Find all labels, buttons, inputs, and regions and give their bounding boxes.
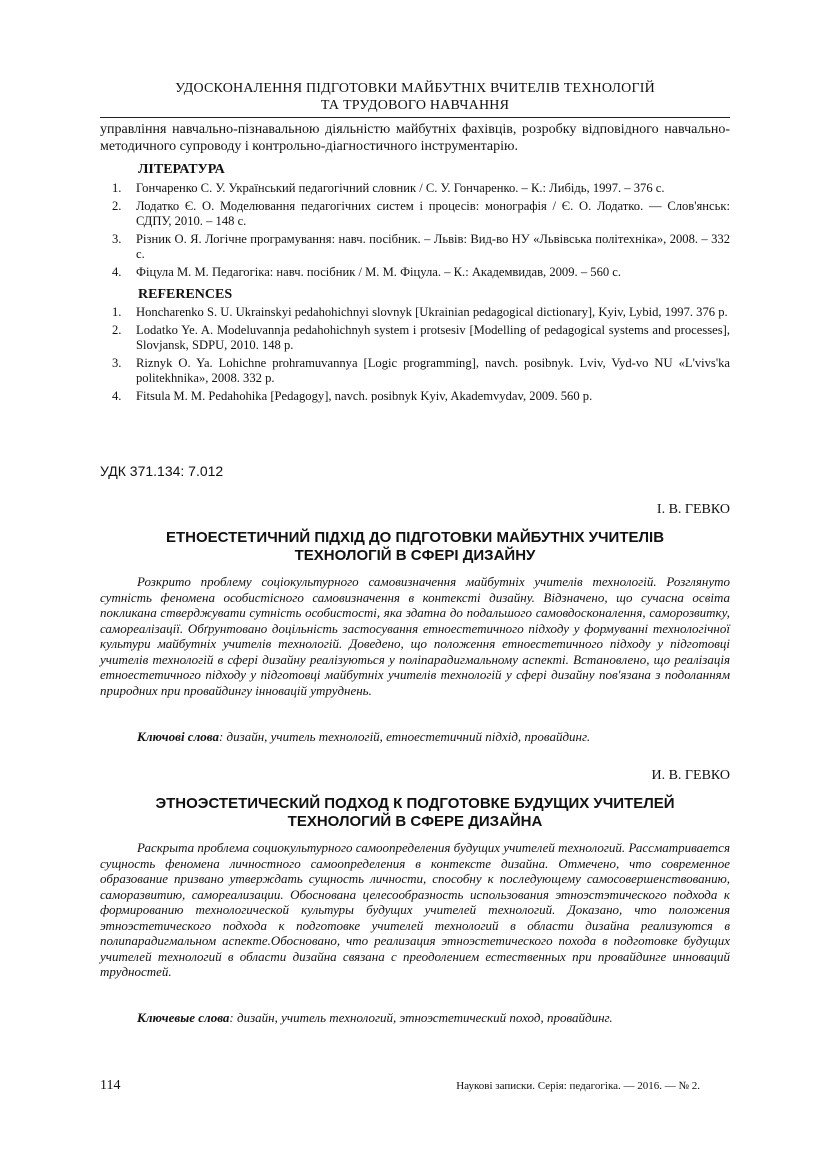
title-line-1: ЭТНОЭСТЕТИЧЕСКИЙ ПОДХОД К ПОДГОТОВКЕ БУДУЩИХ УЧИТЕЛЕЙ [155,795,675,812]
keywords-text: : дизайн, учитель технологій, етноестетичний підхід, провайдинг. [218,729,591,744]
keywords-label: Ключові слова [137,729,219,744]
references-heading: REFERENCES [138,287,233,302]
reference-item: 1. Honcharenko S. U. Ukrainskyi pedahohichnyi slovnyk [Ukrainian pedagogical dictionary], Kyiv, Lybid, 1997. 376 p. [112,305,728,319]
keywords-text: : дизайн, учитель технологий, этноэстетический поход, провайдинг. [229,1010,613,1025]
abstract-ukrainian: Розкрито проблему соціокультурного самовизначення майбутніх учителів технологій. Розглянуто сутність феномена особистісного самовизначення в контексті дизайну. Відзначено, що сучасна освіта покликана стверджувати сутність особистості, яка здатна до подальшого самовдосконалення, саморозвитку, самореалізації. Обґрунтовано доцільність застосування етноестетичного підходу у формуванні технологічної культури майбутніх учителів технологій. Доведено, що положення етноестетичного підходу у підготовці учителів технологій в сфері дизайну реалізуються у поліпарадигмальному аспекті. Встановлено, що реалізація етноестетичного підходу у підготовці майбутніх учителів технологій у сфері дизайну пов'язана з подоланням природних при провайдингу інновацій утруднень. [100,574,730,698]
author-ukrainian: І. В. ГЕВКО [656,502,730,517]
udk-code: УДК 371.134: 7.012 [100,463,224,479]
literature-heading: ЛІТЕРАТУРА [138,162,225,177]
abstract-russian: Раскрыта проблема социокультурного самоопределения будущих учителей технологий. Рассматривается сущность феномена личностного самоопределения в контексте дизайна. Отмечено, что современное образование призвано утверждать сущность личности, способну к последующему самосовершенствованию, саморазвитию, самореализации. Обоснована целесообразность использования этноэстэтического подхода к формированию технологической культуры будущих учителей технологий. Доказано, что положения этноэстетического подхода к подготовке учителей технологий в области дизайна реализуются в полипарадигмальном аспекте.Обосновано, что реализация этноэстетического похода в подготовке будущих учителей технологий в области дизайна связана с преодолением естественных при провайдинге инноваций трудностей. [100,840,730,979]
literature-item: 1. Гончаренко С. У. Український педагогічний словник / С. У. Гончаренко. – К.: Либідь, 1997. – 376 с. [112,181,665,195]
keywords-ukrainian [137,729,737,745]
journal-citation: Наукові записки. Серія: педагогіка. — 2016. — № 2. [456,1080,700,1092]
title-line-2: ТЕХНОЛОГИЙ В СФЕРЕ ДИЗАЙНА [287,813,543,830]
references-list [100,305,730,406]
intro-paragraph: управління навчально-пізнавальною діяльністю майбутніх фахівців, розробку відповідного навчально-методичного супроводу і контрольно-діагностичного інструментарію. [100,122,730,154]
reference-item: 2. Lodatko Ye. A. Modeluvannja pedahohichnyh system i protsesiv [Modelling of pedagogical systems and processes], Slovjansk, SDPU, 2010. 148 p. [112,322,730,352]
keywords-russian [137,1010,737,1026]
article-title-ukrainian [100,529,730,565]
author-russian: И. В. ГЕВКО [651,768,730,783]
running-header-line-2: ТА ТРУДОВОГО НАВЧАННЯ [320,98,510,113]
reference-item: 4. Fitsula M. M. Pedahohika [Pedagogy], navch. posibnyk Kyiv, Akademvydav, 2009. 560 p. [112,388,593,403]
literature-item: 2. Лодатко Є. О. Моделювання педагогічних систем і процесів: монографія / Є. О. Лодатко. — Слов'янськ: СДПУ, 2010. – 148 с. [112,198,730,228]
title-line-1: ЕТНОЕСТЕТИЧНИЙ ПІДХІД ДО ПІДГОТОВКИ МАЙБУТНІХ УЧИТЕЛІВ [165,529,665,546]
running-header [100,80,730,114]
running-header-line-1: УДОСКОНАЛЕННЯ ПІДГОТОВКИ МАЙБУТНІХ ВЧИТЕЛІВ ТЕХНОЛОГІЙ [175,81,655,96]
literature-list [100,181,730,282]
keywords-label: Ключевые слова [137,1010,230,1025]
title-line-2: ТЕХНОЛОГІЙ В СФЕРІ ДИЗАЙНУ [294,547,536,564]
literature-item: 4. Фіцула М. М. Педагогіка: навч. посібник / М. М. Фіцула. – К.: Академвидав, 2009. – 560 с. [112,264,622,279]
header-divider [100,117,730,118]
article-title-russian [100,795,730,831]
literature-item: 3. Різник О. Я. Логічне програмування: навч. посібник. – Львів: Вид-во НУ «Львівська політехніка», 2008. – 332 с. [112,231,730,261]
reference-item: 3. Riznyk O. Ya. Lohichne prohramuvannya [Logic programming], navch. posibnyk. Lviv, Vyd-vo NU «L'vivs'ka politekhnika», 2008. 332 p. [112,355,730,385]
page-number: 114 [100,1078,121,1093]
